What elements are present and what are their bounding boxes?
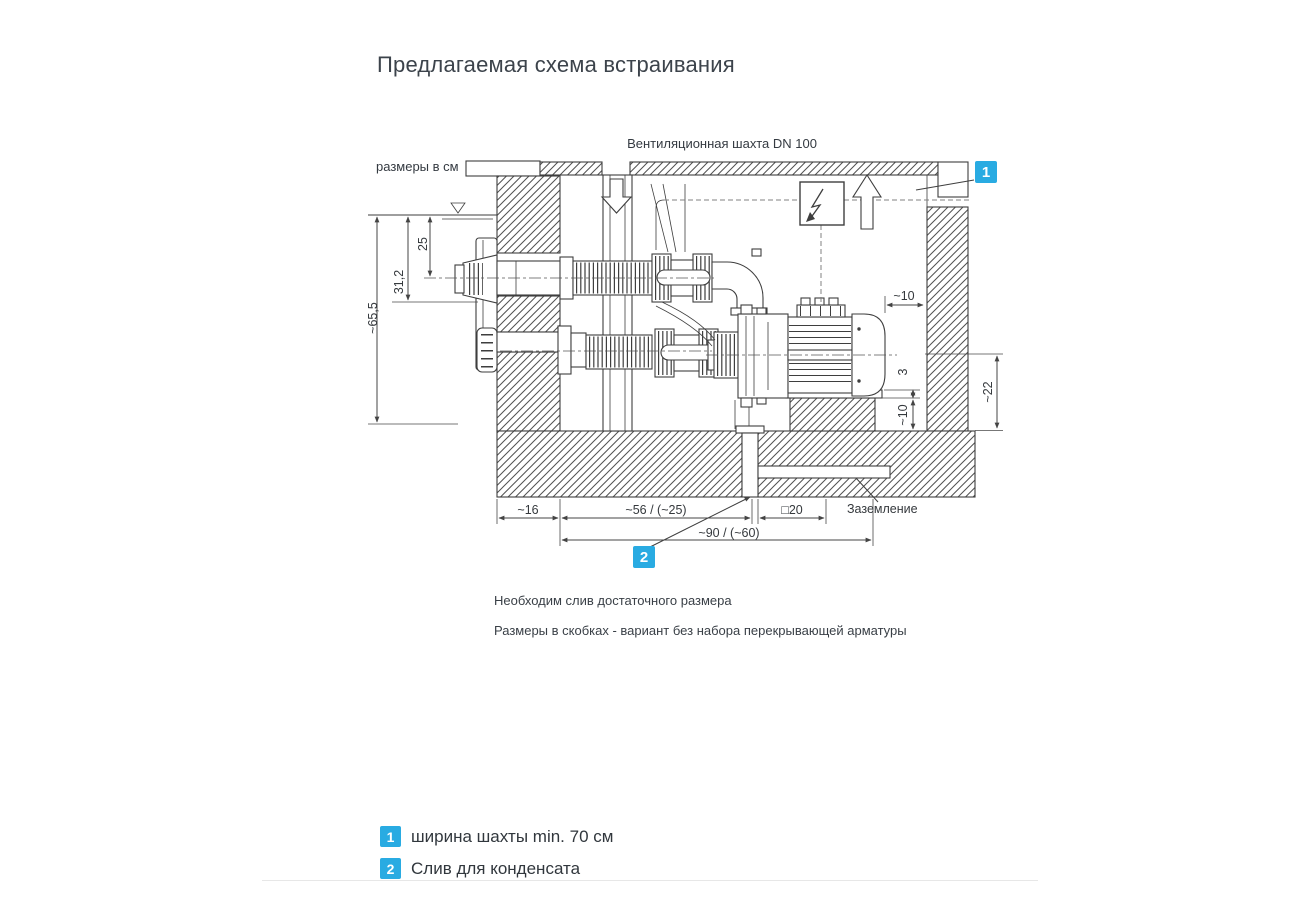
dim-16: ~16 bbox=[517, 503, 539, 517]
dim-20: □20 bbox=[781, 503, 803, 517]
legend-item-1 bbox=[380, 826, 613, 847]
units-note: размеры в см bbox=[376, 159, 459, 174]
shaft-wall bbox=[927, 207, 968, 431]
bottom-divider bbox=[262, 880, 1038, 881]
pool-wall bbox=[497, 176, 560, 431]
marker-1-badge: 1 bbox=[975, 161, 997, 183]
dim-25: 25 bbox=[416, 237, 430, 251]
note-drain: Необходим слив достаточного размера bbox=[494, 593, 732, 608]
grounding-rod bbox=[758, 466, 890, 478]
dim-56-25: ~56 / (~25) bbox=[625, 503, 687, 517]
legend-1-label: ширина шахты min. 70 см bbox=[411, 826, 614, 846]
note-brackets: Размеры в скобках - вариант без набора перекрывающей арматуры bbox=[494, 623, 907, 638]
legend-2-label: Слив для конденсата bbox=[411, 858, 581, 878]
dim-10-bottom: ~10 bbox=[896, 404, 910, 426]
electric-box bbox=[800, 182, 844, 225]
dim-22: ~22 bbox=[981, 381, 995, 403]
legend-2-badge: 2 bbox=[380, 858, 401, 879]
legend-1-badge: 1 bbox=[380, 826, 401, 847]
dim-90-60: ~90 / (~60) bbox=[698, 526, 760, 540]
lower-hose bbox=[586, 335, 652, 369]
up-arrow-icon bbox=[853, 175, 881, 229]
vent-shaft-label: Вентиляционная шахта DN 100 bbox=[627, 136, 817, 151]
water-level bbox=[368, 203, 497, 219]
vent-duct bbox=[603, 175, 632, 431]
dim-10-top: ~10 bbox=[893, 289, 915, 303]
legend-item-2 bbox=[380, 858, 580, 879]
dim-65-5: ~65,5 bbox=[366, 302, 380, 334]
dim-31-2: 31,2 bbox=[392, 269, 406, 295]
marker-2-badge: 2 bbox=[633, 546, 655, 568]
dim-3: 3 bbox=[896, 368, 910, 376]
page-title: Предлагаемая схема встраивания bbox=[377, 52, 735, 77]
elbow-pipe bbox=[712, 249, 767, 315]
grounding-label: Заземление bbox=[847, 502, 918, 516]
